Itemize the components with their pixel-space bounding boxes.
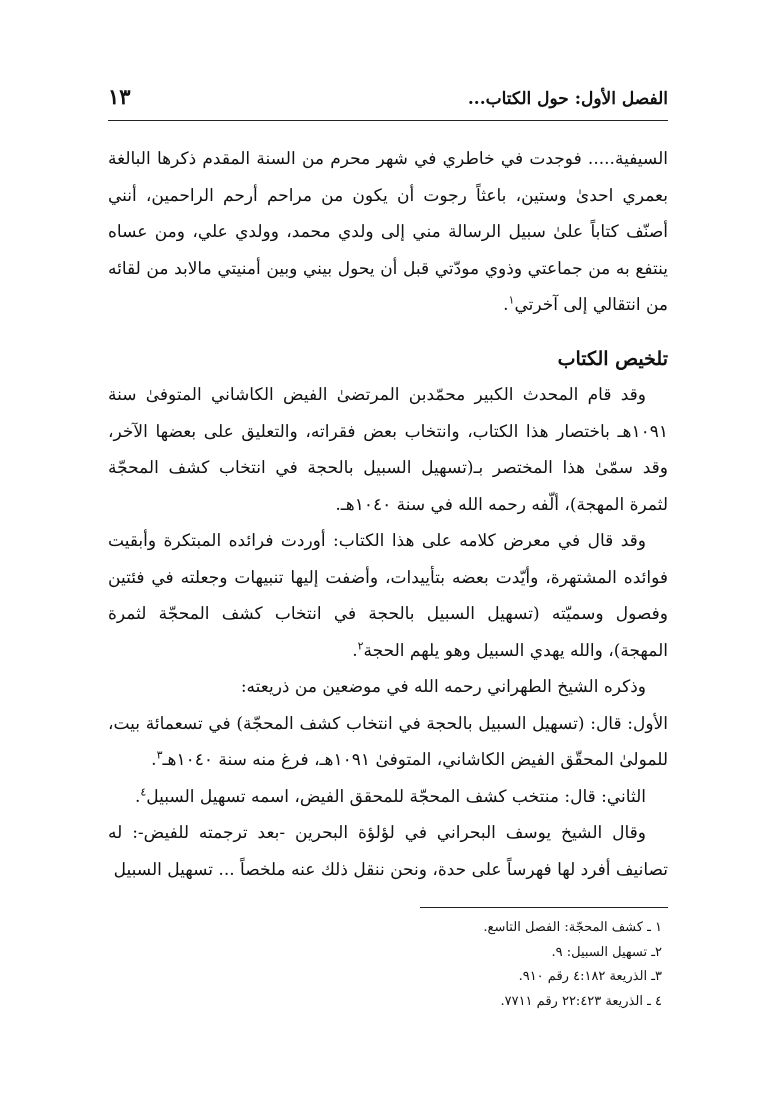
footnote-ref-4: ٤ — [140, 784, 147, 798]
footnote-ref-3: ٣ — [156, 748, 163, 762]
main-text — [108, 141, 668, 888]
page-number: ١٣ — [108, 84, 131, 109]
book-page — [108, 84, 668, 1014]
paragraph-4: وذكره الشيخ الطهراني رحمه الله في موضعين من ذريعته: — [240, 677, 646, 697]
footnote-ref-1: ١ — [508, 293, 515, 307]
paragraph-6: الثاني: قال: منتخب كشف المحجّة للمحقق الفيض، اسمه تسهيل السبيل$^٤$. — [134, 784, 646, 807]
section-heading: تلخيص الكتاب — [557, 347, 668, 370]
footnote-ref-2: ٢ — [357, 638, 364, 652]
running-header — [108, 84, 668, 114]
header-divider — [108, 120, 668, 121]
footnote-3: ٣ـ الذريعة ٤:١٨٢ رقم ٩١٠. — [518, 969, 662, 984]
paragraph-5: الأول: قال: (تسهيل السبيل بالحجة في انتخاب كشف المحجّة) في تسعمائة بيت، للمولىٰ المحقّق الفيض الكاشاني، المتوفىٰ ١٠٩١هـ، فرغ منه سنة ١٠٤٠هـ$^٣$. — [108, 713, 668, 770]
footnote-divider — [420, 907, 668, 908]
paragraph-1: السيفية..... فوجدت في خاطري في شهر محرم من السنة المقدم ذكرها البالغة بعمري احدىٰ وستين، باعثاً رجوت أن يكون من مراحم أرحم الراحمين، أنني أصنّف كتاباً علىٰ سبيل الرسالة مني إلى ولدي محمد، وولدي علي، ومن عساه ينتفع به من جماعتي وذوي مودّتي قبل أن يحول بيني وبين أمنيتي مالابد من لقائه من انتقالي إلى آخرتي$^١$. — [108, 149, 668, 315]
footnote-1: ١ ـ كشف المحجّة: الفصل التاسع. — [483, 920, 662, 935]
paragraph-2: وقد قام المحدث الكبير محمّدبن المرتضىٰ الفيض الكاشاني المتوفىٰ سنة ١٠٩١هـ باختصار هذا الكتاب، وانتخاب بعض فقراته، والتعليق على بعضها الآخر، وقد سمّىٰ هذا المختصر بـ(تسهيل السبيل بالحجة في انتخاب كشف المحجّة لثمرة المهجة)، ألّفه رحمه الله في سنة ١٠٤٠هـ. — [108, 385, 668, 515]
footnote-4: ٤ ـ الذريعة ٢٢:٤٢٣ رقم ٧٧١١. — [500, 993, 662, 1009]
paragraph-7: وقال الشيخ يوسف البحراني في لؤلؤة البحرين -بعد ترجمته للفيض-: له تصانيف أفرد لها فهرساً على حدة، ونحن ننقل ذلك عنه ملخصاً ... تسهيل السبيل — [108, 823, 668, 880]
footnotes — [108, 916, 668, 1014]
footnote-2: ٢ـ تسهيل السبيل: ٩. — [551, 944, 662, 960]
paragraph-3: وقد قال في معرض كلامه على هذا الكتاب: أوردت فرائده المبتكرة وأبقيت فوائده المشتهرة، وأيّدت بعضه بتأييدات، وأضفت إليها تنبيهات وجعلته في فئتين وفصول وسميّته (تسهيل السبيل بالحجة في انتخاب كشف المحجّة لثمرة المهجة)، والله يهدي السبيل وهو يلهم الحجة$^٢$. — [108, 531, 668, 661]
chapter-title: الفصل الأول: حول الكتاب... — [467, 89, 668, 109]
